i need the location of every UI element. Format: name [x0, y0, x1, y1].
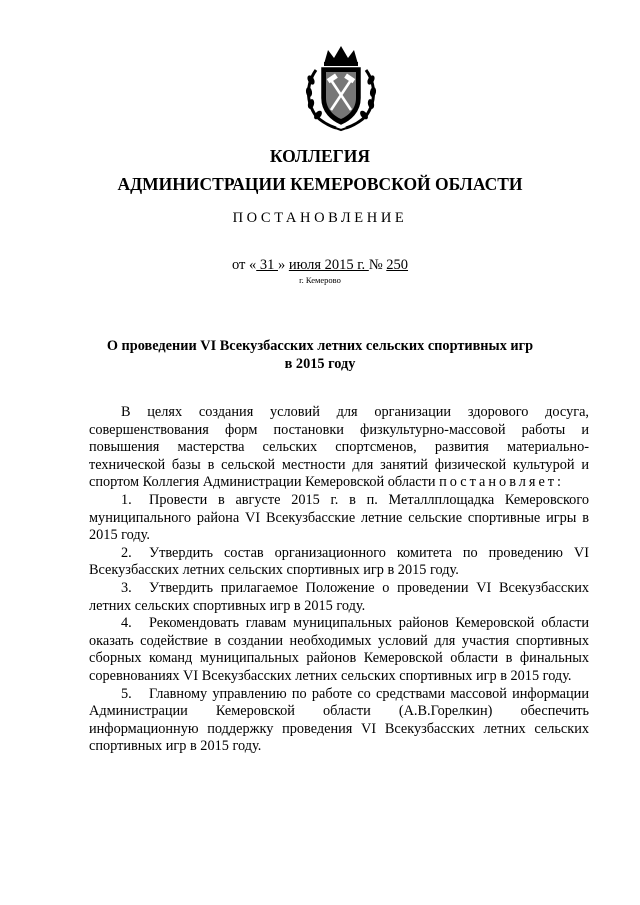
list-item: [89, 545, 589, 580]
list-item: [89, 580, 589, 615]
city: г. Кемерово: [299, 275, 341, 285]
date-day: 31: [256, 257, 278, 273]
item-number: 3.: [121, 579, 132, 596]
item-number: 2.: [121, 544, 132, 561]
subject-line2: в 2015 году: [284, 356, 356, 372]
item-number: 4.: [121, 615, 132, 632]
number-sign: №: [368, 257, 387, 273]
document-type: ПОСТАНОВЛЕНИЕ: [232, 210, 408, 226]
date-number-line: [0, 257, 640, 274]
resolves-word: постановляет:: [439, 474, 565, 491]
item-text: Утвердить прилагаемое Положение о проведении VI Всекузбасских летних сельских спортивных игр в 2015 году.: [89, 579, 589, 614]
item-text: Главному управлению по работе со средствами массовой информации Администрации Кемеровской области (А.В.Горелкин) обеспечить информационную поддержку проведения VI Всекузбасских летних сельских спортивных игр в 2015 году.: [89, 685, 589, 755]
document-body: [89, 404, 589, 756]
date-prefix: от «: [231, 257, 257, 273]
item-text: Утвердить состав организационного комитета по проведению VI Всекузбасских летних сельских спортивных игр в 2015 году.: [89, 544, 589, 579]
list-item: [89, 492, 589, 545]
org-title-line2: АДМИНИСТРАЦИИ КЕМЕРОВСКОЙ ОБЛАСТИ: [117, 174, 523, 194]
preamble-paragraph: [89, 404, 589, 492]
document-number: 250: [386, 257, 409, 273]
list-item: [89, 615, 589, 685]
item-text: Рекомендовать главам муниципальных районов Кемеровской области оказать содействие в создании необходимых условий для участия спортивных сборных команд муниципальных районов Кемеровской области в финальных соревнованиях VI Всекузбасских летних сельских спортивных игр в 2015 году.: [89, 615, 589, 684]
subject-line1: О проведении VI Всекузбасских летних сельских спортивных игр: [106, 338, 534, 354]
date-month-year: июля 2015 г.: [288, 257, 369, 273]
kemerovo-coat-of-arms-icon: [302, 40, 380, 132]
preamble-text: В целях создания условий для организации здорового досуга, совершенствования форм постановки физкультурно-массовой работы и повышения мастерства сельских спортсменов, развития материально-технической базы в сельской местности для занятий физической культурой и спортом Коллегия Администрации Кемеровской области: [89, 404, 589, 491]
org-title-line1: КОЛЛЕГИЯ: [269, 146, 371, 166]
item-text: Провести в августе 2015 г. в п. Металлплощадка Кемеровского муниципального района VI Всекузбасские летние сельские спортивные игры в 2015 году.: [89, 491, 589, 544]
item-number: 5.: [121, 685, 132, 702]
date-mid: »: [277, 257, 289, 273]
item-number: 1.: [121, 491, 132, 508]
list-item: [89, 686, 589, 756]
